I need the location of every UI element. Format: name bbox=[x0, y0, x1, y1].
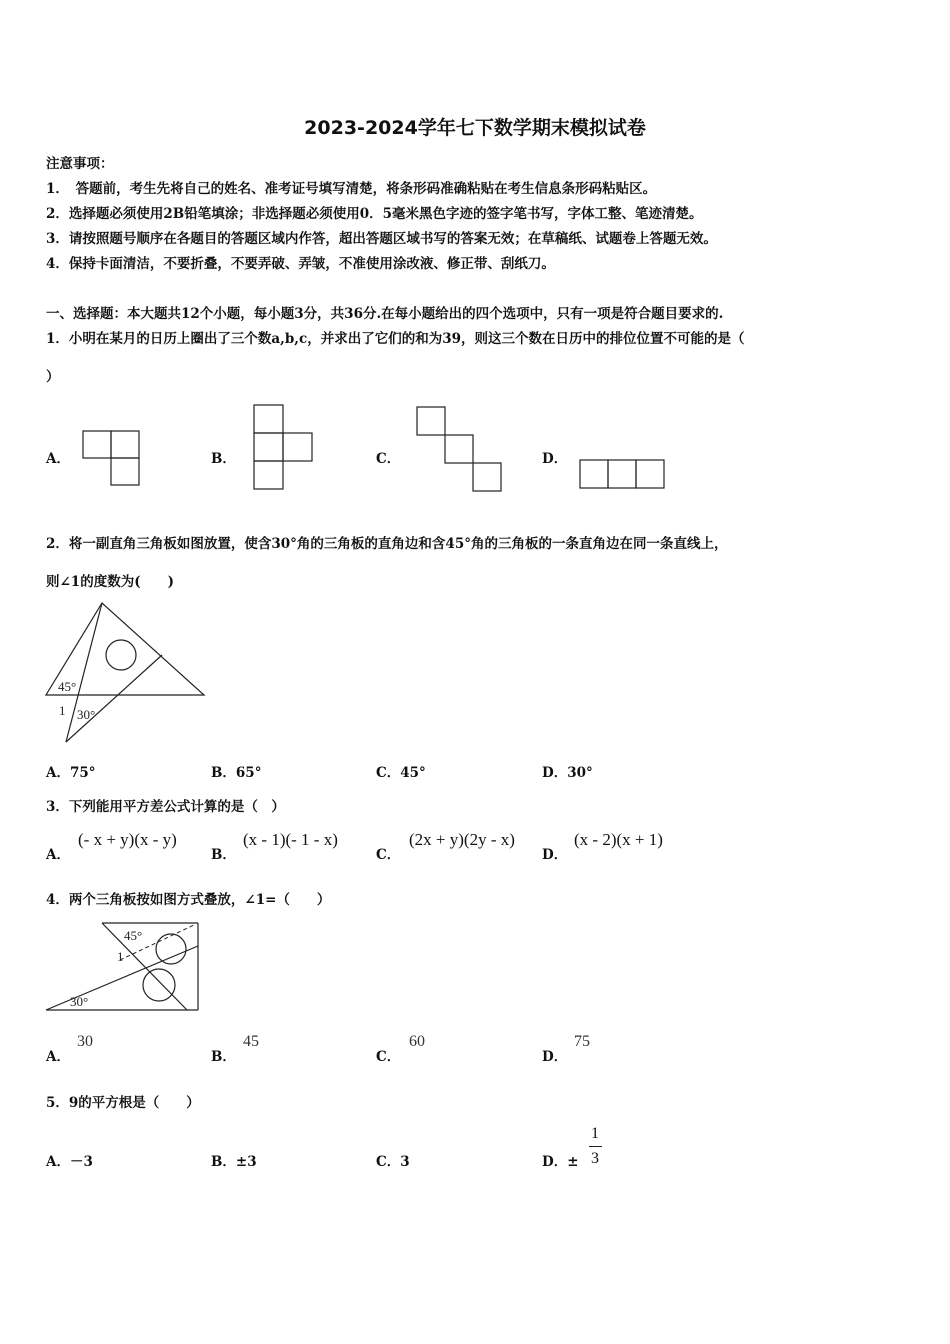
q1-figure-a bbox=[82, 430, 142, 488]
q2-figure bbox=[44, 600, 206, 748]
q4-option-c-value: 60 bbox=[409, 1033, 425, 1050]
q4-option-d-label: D． bbox=[542, 1049, 568, 1065]
q3-option-c-label: C． bbox=[376, 847, 401, 863]
q4-label-1: 1 bbox=[117, 949, 124, 964]
q4-option-a-label: A． bbox=[46, 1049, 70, 1065]
q1-stem-end: ） bbox=[46, 369, 60, 385]
q3-option-a-label: A． bbox=[46, 847, 70, 863]
q3-option-b-label: B． bbox=[211, 847, 236, 863]
q4-stem: 4．两个三角板按如图方式叠放，∠1=（ ） bbox=[46, 892, 331, 908]
note-item: 4．保持卡面清洁，不要折叠，不要弄破、弄皱，不准使用涂改液、修正带、刮纸刀。 bbox=[46, 256, 555, 272]
q1-option-a-label: A． bbox=[46, 451, 70, 467]
q1-figure-d bbox=[579, 459, 667, 491]
q5-option-a: A．－3 bbox=[46, 1154, 93, 1170]
section-heading: 一、选择题：本大题共12个小题，每小题3分，共36分.在每小题给出的四个选项中，只有一项是符合题目要求的. bbox=[46, 306, 724, 322]
q4-option-d-value: 75 bbox=[574, 1033, 590, 1050]
q2-stem-end: 则∠1的度数为( ) bbox=[46, 574, 174, 590]
note-item: 2．选择题必须使用2B铅笔填涂；非选择题必须使用0．5毫米黑色字迹的签字笔书写，字体工整、笔迹清楚。 bbox=[46, 206, 703, 222]
q5-fraction-bar bbox=[589, 1146, 602, 1147]
q1-figure-c bbox=[416, 406, 504, 494]
q2-stem: 2．将一副直角三角板如图放置，使含30°角的三角板的直角边和含45°角的三角板的一条直角边在同一条直线上， bbox=[46, 536, 728, 552]
q2-option-a: A．75° bbox=[46, 765, 96, 781]
q2-label-1: 1 bbox=[59, 703, 66, 718]
q2-label-30: 30° bbox=[77, 707, 96, 722]
q5-option-c: C．3 bbox=[376, 1154, 410, 1170]
q1-option-b-label: B． bbox=[211, 451, 236, 467]
q5-stem: 5．9的平方根是（ ） bbox=[46, 1095, 200, 1111]
q2-option-b: B．65° bbox=[211, 765, 262, 781]
q5-option-d-numerator: 1 bbox=[591, 1125, 599, 1142]
q3-option-d-expr: (x - 2)(x + 1) bbox=[574, 830, 663, 849]
q5-option-d-denominator: 3 bbox=[591, 1150, 599, 1167]
q2-label-45: 45° bbox=[58, 679, 77, 694]
page-title: 2023-2024学年七下数学期末模拟试卷 bbox=[304, 117, 646, 139]
q3-stem: 3．下列能用平方差公式计算的是（ ） bbox=[46, 799, 285, 815]
q5-option-b: B．±3 bbox=[211, 1154, 257, 1170]
q3-option-b-expr: (x - 1)(- 1 - x) bbox=[243, 830, 338, 849]
notes-heading: 注意事项： bbox=[46, 156, 114, 172]
note-item: 3．请按照题号顺序在各题目的答题区域内作答，超出答题区域书写的答案无效；在草稿纸、试题卷上答题无效。 bbox=[46, 231, 717, 247]
q3-option-a-expr: (- x + y)(x - y) bbox=[78, 830, 177, 849]
q4-option-b-label: B． bbox=[211, 1049, 236, 1065]
q4-label-45: 45° bbox=[124, 928, 143, 943]
q4-option-c-label: C． bbox=[376, 1049, 401, 1065]
q4-figure bbox=[44, 920, 204, 1014]
note-item: 1． 答题前，考生先将自己的姓名、准考证号填写清楚，将条形码准确粘贴在考生信息条形码粘贴区。 bbox=[46, 181, 657, 197]
q1-option-d-label: D． bbox=[542, 451, 568, 467]
q1-stem: 1．小明在某月的日历上圈出了三个数a,b,c，并求出了它们的和为39，则这三个数在日历中的排位位置不可能的是（ bbox=[46, 331, 745, 347]
q4-option-b-value: 45 bbox=[243, 1033, 259, 1050]
q1-figure-b bbox=[253, 404, 315, 490]
q2-option-c: C．45° bbox=[376, 765, 426, 781]
q1-option-c-label: C． bbox=[376, 451, 401, 467]
q2-option-d: D．30° bbox=[542, 765, 593, 781]
q3-option-d-label: D． bbox=[542, 847, 568, 863]
q5-option-d-label: D．± bbox=[542, 1154, 579, 1170]
q3-option-c-expr: (2x + y)(2y - x) bbox=[409, 830, 515, 849]
q4-label-30: 30° bbox=[70, 994, 89, 1009]
q4-option-a-value: 30 bbox=[77, 1033, 93, 1050]
